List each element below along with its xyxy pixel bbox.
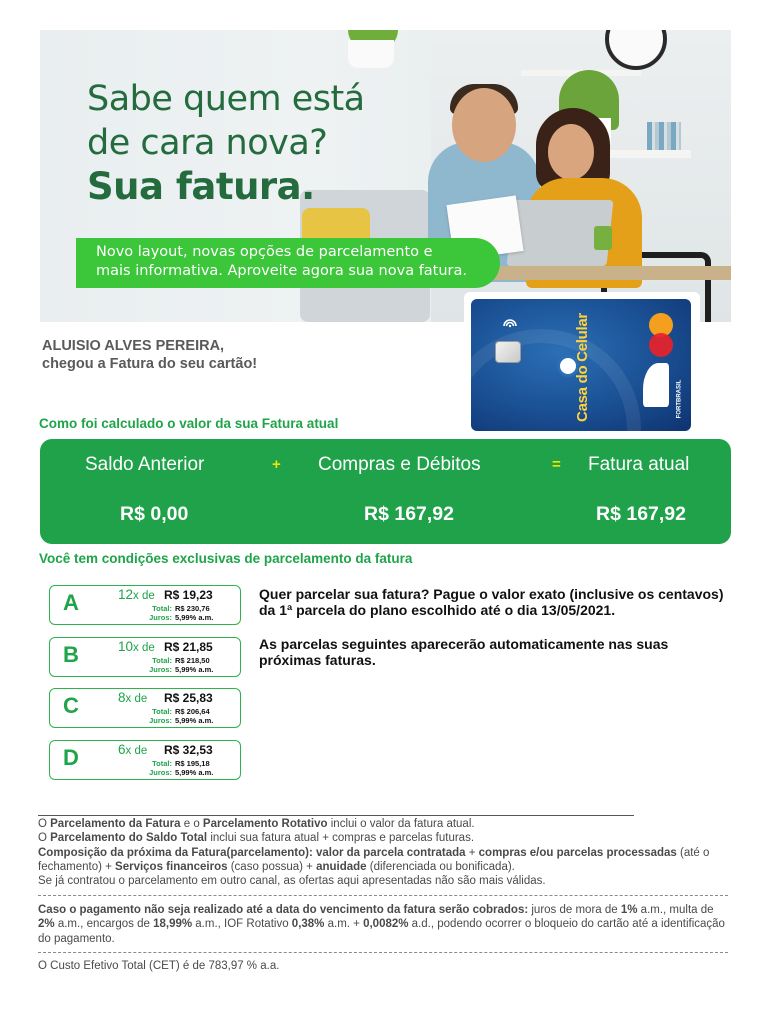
- customer-name: ALUISIO ALVES PEREIRA,: [42, 338, 225, 354]
- installment-interest: [134, 665, 213, 674]
- credit-card-frame: [464, 292, 700, 432]
- headline-line-1: Sabe quem está: [87, 79, 365, 119]
- current-invoice-value: R$ 167,92: [596, 503, 686, 525]
- note-text: inclui o valor da fatura atual.: [327, 818, 475, 830]
- note-text: a.d., podendo ocorrer o bloqueio do cartão até a identificação do pagamento.: [38, 918, 725, 945]
- interest-value: 5,99% a.m.: [175, 613, 214, 622]
- installment-amount: R$ 21,85: [164, 640, 213, 654]
- card-brand: [567, 313, 597, 421]
- note-text: (diferenciada ou bonificada).: [366, 860, 515, 873]
- total-value: R$ 218,50: [175, 656, 210, 665]
- note-bold: 18,99%: [153, 918, 193, 931]
- installment-count: [118, 639, 155, 654]
- note-bold: 0,0082%: [363, 918, 409, 931]
- footer-dashed-divider: [38, 895, 728, 896]
- headline-line-3: Sua fatura.: [87, 165, 315, 208]
- note-bold: 0,38%: [291, 918, 325, 931]
- note-bold: Parcelamento Rotativo: [202, 818, 328, 830]
- note-text: inclui sua fatura atual + compras e parcelas futuras.: [207, 832, 475, 845]
- installment-option-d: [49, 740, 241, 780]
- note-text: +: [465, 846, 479, 859]
- installment-amount: R$ 19,23: [164, 588, 213, 602]
- books-decoration: [647, 122, 681, 150]
- installment-count-value: 8: [118, 690, 126, 705]
- installment-total: [134, 656, 210, 665]
- installment-option-a: [49, 585, 241, 625]
- installment-count: [118, 587, 155, 602]
- installment-total: [134, 707, 210, 716]
- previous-balance-label: Saldo Anterior: [85, 454, 205, 475]
- option-letter: D: [63, 745, 79, 770]
- note-text: a.m., encargos de: [54, 918, 154, 931]
- note-bold: 2%: [38, 918, 55, 931]
- installments-section-title: Você tem condições exclusivas de parcelamento da fatura: [39, 551, 413, 566]
- plant-pot: [348, 40, 394, 68]
- installment-x-de: x de: [125, 693, 148, 705]
- note-text: juros de mora de: [528, 904, 621, 916]
- note-text: a.m., IOF Rotativo: [192, 918, 292, 931]
- interest-value: 5,99% a.m.: [175, 716, 214, 725]
- total-value: R$ 206,64: [175, 707, 210, 716]
- installment-interest: [134, 716, 213, 725]
- note-bold: Composição da próxima da Fatura(parcelamento): valor da parcela contratada: [38, 846, 466, 859]
- hero-banner: [40, 30, 731, 322]
- card-issuer: [673, 371, 685, 427]
- note-composicao: [38, 846, 728, 875]
- interest-value: 5,99% a.m.: [175, 768, 214, 777]
- promo-line-2: mais informativa. Aproveite agora sua nova fatura.: [96, 263, 468, 279]
- installment-count-value: 12: [118, 587, 134, 602]
- interest-value: 5,99% a.m.: [175, 665, 214, 674]
- note-text: e o: [180, 818, 203, 830]
- purchases-value: R$ 167,92: [364, 503, 454, 525]
- installment-interest: [134, 613, 213, 622]
- interest-label: Juros:: [149, 716, 172, 725]
- installment-interest: [134, 768, 213, 777]
- note-other-channel: Se já contratou o parcelamento em outro canal, as ofertas aqui apresentadas não são mais válidas.: [38, 875, 546, 888]
- total-value: R$ 195,18: [175, 759, 210, 768]
- contactless-icon: [501, 315, 519, 333]
- note-text: (até o fechamento) +: [38, 846, 710, 873]
- banner-headline: [87, 77, 365, 209]
- headline-line-2: de cara nova?: [87, 123, 328, 163]
- promo-line-1: Novo layout, novas opções de parcelamento e: [96, 244, 433, 260]
- current-invoice-label: Fatura atual: [588, 454, 690, 475]
- note-saldo-total: [38, 831, 728, 845]
- note-text: O: [38, 818, 51, 830]
- footer-divider: [38, 815, 634, 816]
- card-brand-label: Casa do Celular: [573, 312, 591, 422]
- woman-head: [548, 124, 594, 180]
- installment-followup: As parcelas seguintes aparecerão automaticamente nas suas próximas faturas.: [259, 636, 669, 668]
- installment-count-value: 10: [118, 639, 134, 654]
- late-payment-note: [38, 903, 728, 946]
- interest-label: Juros:: [149, 665, 172, 674]
- installment-total: [134, 759, 210, 768]
- credit-card: [471, 299, 691, 431]
- note-bold: compras e/ou parcelas processadas: [478, 846, 677, 859]
- calc-section-title: Como foi calculado o valor da sua Fatura atual: [39, 416, 339, 431]
- invoice-summary: [40, 439, 731, 544]
- option-letter: B: [63, 642, 79, 667]
- note-text: a.m., multa de: [637, 904, 714, 916]
- note-text: O: [38, 832, 51, 845]
- equals-sign: =: [552, 456, 561, 473]
- note-bold: anuidade: [316, 860, 367, 873]
- footer-dashed-divider: [38, 952, 728, 953]
- total-label: Total:: [152, 759, 172, 768]
- total-label: Total:: [152, 656, 172, 665]
- mug-icon: [594, 226, 612, 250]
- installment-total: [134, 604, 210, 613]
- interest-label: Juros:: [149, 768, 172, 777]
- note-bold: Caso o pagamento não seja realizado até a data do vencimento da fatura serão cobrados:: [38, 904, 529, 916]
- installment-count: [118, 742, 147, 757]
- note-text: a.m. +: [324, 918, 364, 931]
- installment-option-c: [49, 688, 241, 728]
- note-parcelamento-fatura: [38, 817, 728, 831]
- card-issuer-label: FORTBRASIL: [676, 379, 683, 419]
- card-chip-icon: [495, 341, 521, 363]
- installment-amount: R$ 25,83: [164, 691, 213, 705]
- installment-count-value: 6: [118, 742, 126, 757]
- total-label: Total:: [152, 707, 172, 716]
- total-value: R$ 230,76: [175, 604, 210, 613]
- interest-label: Juros:: [149, 613, 172, 622]
- note-bold: Parcelamento da Fatura: [50, 818, 181, 830]
- installment-amount: R$ 32,53: [164, 743, 213, 757]
- promo-pill: [76, 238, 500, 288]
- fortbrasil-logo-icon: [643, 363, 669, 407]
- note-bold: Parcelamento do Saldo Total: [50, 832, 208, 845]
- cet-note: O Custo Efetivo Total (CET) é de 783,97 % a.a.: [38, 960, 280, 972]
- greeting-message: chegou a Fatura do seu cartão!: [42, 356, 258, 372]
- mastercard-logo-icon: [649, 333, 673, 357]
- note-bold: Serviços financeiros: [115, 860, 228, 873]
- installment-x-de: x de: [133, 590, 155, 602]
- option-letter: A: [63, 590, 79, 615]
- note-text: (caso possua) +: [227, 860, 317, 873]
- installment-instructions: Quer parcelar sua fatura? Pague o valor exato (inclusive os centavos) da 1ª parcela do plano escolhido até o dia 13/05/2021.: [259, 586, 724, 618]
- greeting: [42, 337, 257, 373]
- plus-sign: +: [272, 456, 281, 473]
- installment-x-de: x de: [133, 642, 155, 654]
- purchases-label: Compras e Débitos: [318, 454, 481, 475]
- total-label: Total:: [152, 604, 172, 613]
- installment-x-de: x de: [125, 745, 148, 757]
- installment-count: [118, 690, 147, 705]
- previous-balance-value: R$ 0,00: [120, 503, 189, 525]
- note-bold: 1%: [620, 904, 638, 916]
- installment-option-b: [49, 637, 241, 677]
- option-letter: C: [63, 693, 79, 718]
- man-head: [452, 88, 516, 162]
- footer-notes: [38, 817, 728, 888]
